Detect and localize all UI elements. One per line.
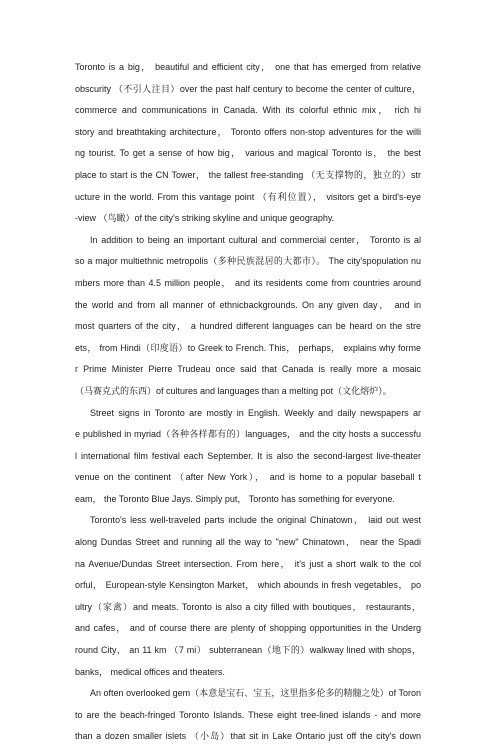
text-line: venue on the continent （after New York）， and is home to a popular baseball t: [75, 472, 421, 483]
text-line: An often overlooked gem（本意是宝石、宝玉，这里指多伦多的精髓之处）of Toron: [90, 688, 421, 699]
text-line: to are the beach-fringed Toronto Islands. These eight tree-lined islands - and more: [75, 709, 421, 720]
text-line: story and breathtaking architecture， Toronto offers non-stop adventures for the willi: [75, 126, 421, 137]
text-line: e published in myriad（各种各样都有的）languages， and the city hosts a successfu: [75, 429, 421, 440]
article-body: [75, 57, 421, 748]
text-line: ng tourist. To get a sense of how big， various and magical Toronto is， the best: [75, 148, 421, 159]
text-line: r Prime Minister Pierre Trudeau once said that Canada is really more a mosaic: [75, 364, 421, 375]
text-line: mbers more than 4.5 million people， and its residents come from countries around: [75, 277, 421, 288]
text-line: than a dozen smaller islets （小岛）that sit in Lake Ontario just off the city's down: [75, 731, 421, 742]
text-line: Toronto's less well-traveled parts include the original Chinatown， laid out west: [90, 515, 421, 526]
text-line: round City， an 11 km （7 mi） subterranean（地下的）walkway lined with shops，: [75, 645, 421, 656]
text-line: obscurity （不引人注目）over the past half century to become the center of culture，: [75, 83, 421, 94]
text-line: （马赛克式的东西）of cultures and languages than a melting pot（文化熔炉）。: [75, 385, 392, 396]
text-line: eam， the Toronto Blue Jays. Simply put， Toronto has something for everyone.: [75, 493, 395, 504]
text-line: and cafes， and of course there are plenty of shopping opportunities in the Underg: [75, 623, 421, 634]
text-line: place to start is the CN Tower， the tallest free-standing （无支撑物的，独立的）str: [75, 169, 421, 180]
text-line: most quarters of the city， a hundred different languages can be heard on the stre: [75, 321, 421, 332]
text-line: along Dundas Street and running all the way to "new" Chinatown， near the Spadi: [75, 537, 421, 548]
text-line: orful， European-style Kensington Market， which abounds in fresh vegetables， po: [75, 580, 421, 591]
text-line: Toronto is a big， beautiful and efficient city， one that has emerged from relative: [75, 62, 421, 72]
text-line: ultry（家禽）and meats. Toronto is also a city filled with boutiques， restaurants，: [75, 601, 421, 612]
text-line: na Avenue/Dundas Street intersection. From here， it's just a short walk to the col: [75, 558, 421, 569]
text-line: commerce and communications in Canada. With its colorful ethnic mix， rich hi: [75, 105, 421, 116]
text-line: ets， from Hindi（印度语）to Greek to French. This， perhaps， explains why forme: [75, 342, 421, 353]
text-line: -view （鸟瞰）of the city's striking skyline and unique geography.: [75, 213, 335, 224]
text-line: so a major multiethnic metropolis（多种民族混居的大都市）。 The city'spopulation nu: [75, 256, 421, 267]
text-line: In addition to being an important cultural and commercial center， Toronto is al: [90, 234, 421, 245]
text-line: ucture in the world. From this vantage point （有利位置）， visitors get a bird's-eye: [75, 191, 421, 202]
text-line: banks， medical offices and theaters.: [75, 666, 225, 677]
text-line: Street signs in Toronto are mostly in English. Weekly and daily newspapers ar: [90, 407, 421, 418]
text-line: the world and from all manner of ethnicbackgrounds. On any given day， and in: [75, 299, 421, 310]
text-line: l international film festival each September. It is also the second-largest live-theater: [75, 450, 421, 461]
